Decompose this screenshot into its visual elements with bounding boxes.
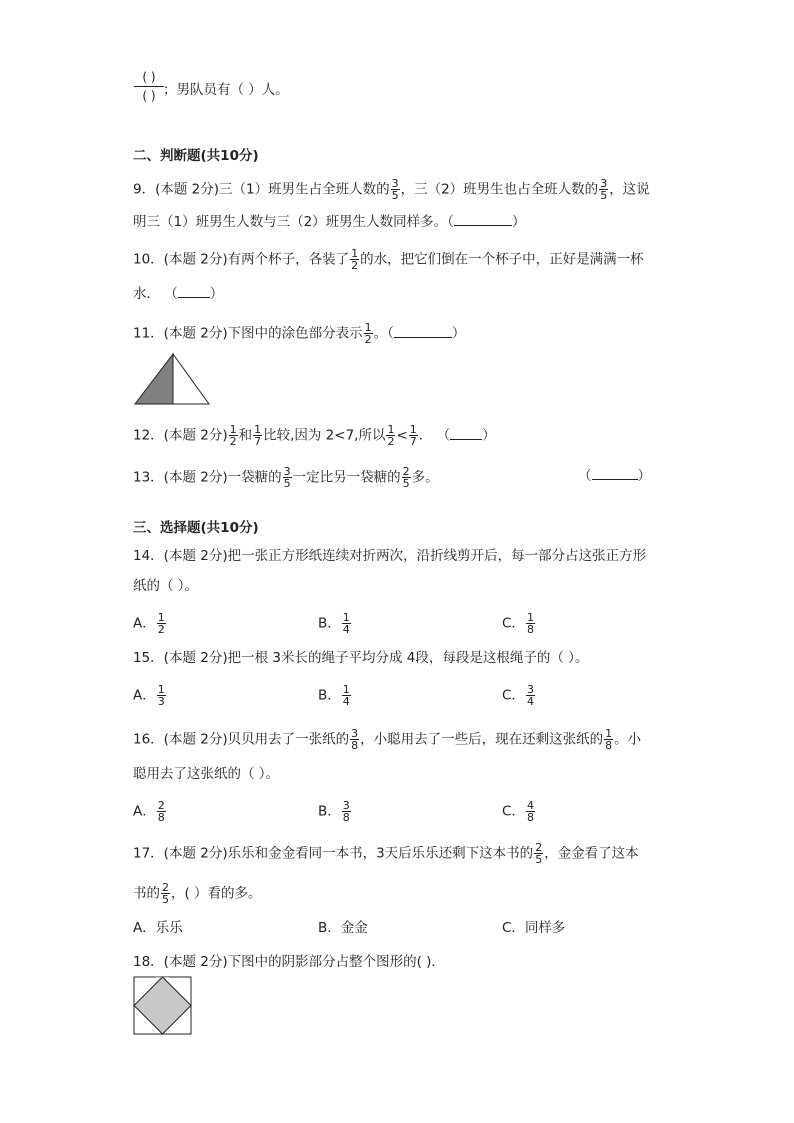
fraction: $\frac{3}{5}$ — [600, 177, 608, 202]
q18-line1: 18．(本题 2分)下图中的阴影部分占整个图形的( )． — [133, 954, 445, 970]
answer-blank[interactable] — [450, 426, 482, 440]
q14-line2: 纸的（ ）。 — [133, 578, 199, 594]
triangle-shaded-half — [135, 354, 173, 404]
q13-answer: （ ） — [578, 468, 651, 484]
fraction: $\frac{1}{2}$ — [387, 423, 395, 448]
q17-option-c[interactable]: C．同样多 — [502, 920, 566, 936]
q9-line2: 明三（1）班男生人数与三（2）班男生人数同样多。（ ） — [133, 214, 526, 230]
fraction-blank — [134, 70, 164, 103]
fraction: $\frac{2}{5}$ — [402, 465, 410, 490]
q16-option-c[interactable]: C． $\frac{4}{8}$ — [502, 799, 534, 824]
q14-line1: 14．(本题 2分)把一张正方形纸连续对折两次，沿折线剪开后，每一部分占这张正方形 — [133, 548, 647, 564]
section-title-judge: 二、判断题(共10分) — [133, 148, 259, 164]
q17-option-a[interactable]: A．乐乐 — [133, 920, 183, 936]
q12-line1: 12．(本题 2分) $\frac{1}{2}$ 和 $\frac{1}{7}$ 比较,因为 2<7,所以 $\frac{1}{2}$ < $\frac{1}{7}$ ． （ ） — [133, 423, 496, 448]
q10-line1: 10．(本题 2分)有两个杯子，各装了 $\frac{1}{2}$ 的水，把它们倒在一个杯子中，正好是满满一杯 — [133, 247, 644, 272]
section-title-choice: 三、选择题(共10分) — [133, 520, 259, 536]
triangle-white-half — [173, 354, 209, 404]
fraction: $\frac{3}{5}$ — [391, 177, 399, 202]
fraction: $\frac{1}{8}$ — [605, 727, 613, 752]
answer-blank[interactable] — [178, 284, 210, 298]
q17-line1: 17．(本题 2分)乐乐和金金看同一本书，3天后乐乐还剩下这本书的 $\frac{2}{5}$ ，金金看了这本 — [133, 841, 639, 866]
q15-option-a[interactable]: A． $\frac{1}{3}$ — [133, 683, 165, 708]
q17-line2: 书的 $\frac{2}{5}$ ，( ）看的多。 — [133, 881, 262, 906]
q16-option-b[interactable]: B． $\frac{3}{8}$ — [318, 799, 350, 824]
q11-line1: 11．(本题 2分)下图中的涂色部分表示 $\frac{1}{2}$ 。（ ） — [133, 321, 466, 346]
fraction: $\frac{1}{7}$ — [254, 423, 262, 448]
top-line-text: ；男队员有（ ）人。 — [163, 82, 289, 98]
q15-option-c[interactable]: C． $\frac{3}{4}$ — [502, 683, 534, 708]
answer-blank[interactable] — [394, 324, 452, 338]
fraction: $\frac{1}{2}$ — [351, 247, 359, 272]
triangle-figure — [133, 352, 211, 408]
q10-line2: 水． （ ） — [133, 286, 224, 302]
q13-line1: 13．(本题 2分)一袋糖的 $\frac{3}{5}$ 一定比另一袋糖的 $\frac{2}{5}$ 多。 — [133, 465, 439, 490]
q16-option-a[interactable]: A． $\frac{2}{8}$ — [133, 799, 165, 824]
fraction: $\frac{1}{7}$ — [409, 423, 417, 448]
answer-blank[interactable] — [454, 212, 512, 226]
fraction: $\frac{3}{5}$ — [283, 465, 291, 490]
answer-blank[interactable] — [592, 466, 638, 480]
q16-line2: 聪用去了这张纸的（ ）。 — [133, 766, 280, 782]
fraction-blank-denominator: ( ) — [142, 89, 156, 103]
q17-option-b[interactable]: B．金金 — [318, 920, 368, 936]
fraction: $\frac{1}{2}$ — [364, 321, 372, 346]
q14-option-b[interactable]: B． $\frac{1}{4}$ — [318, 611, 350, 636]
fraction-blank-numerator: ( ) — [142, 70, 156, 84]
q15-option-b[interactable]: B． $\frac{1}{4}$ — [318, 683, 350, 708]
fraction: $\frac{2}{5}$ — [535, 841, 543, 866]
q16-line1: 16．(本题 2分)贝贝用去了一张纸的 $\frac{3}{8}$ ，小聪用去了一些后，现在还剩这张纸的 $\frac{1}{8}$ 。小 — [133, 727, 642, 752]
q14-option-a[interactable]: A． $\frac{1}{2}$ — [133, 611, 165, 636]
q15-line1: 15．(本题 2分)把一根 3米长的绳子平均分成 4段，每段是这根绳子的（ ）。 — [133, 650, 589, 666]
square-diamond-figure — [133, 976, 193, 1036]
q14-option-c[interactable]: C． $\frac{1}{8}$ — [502, 611, 534, 636]
q9-line1: 9．(本题 2分)三（1）班男生占全班人数的 $\frac{3}{5}$ ，三（2）班男生也占全班人数的 $\frac{3}{5}$ ，这说 — [133, 177, 650, 202]
fraction: $\frac{3}{8}$ — [351, 727, 359, 752]
fraction: $\frac{2}{5}$ — [162, 881, 169, 906]
fraction: $\frac{1}{2}$ — [229, 423, 237, 448]
